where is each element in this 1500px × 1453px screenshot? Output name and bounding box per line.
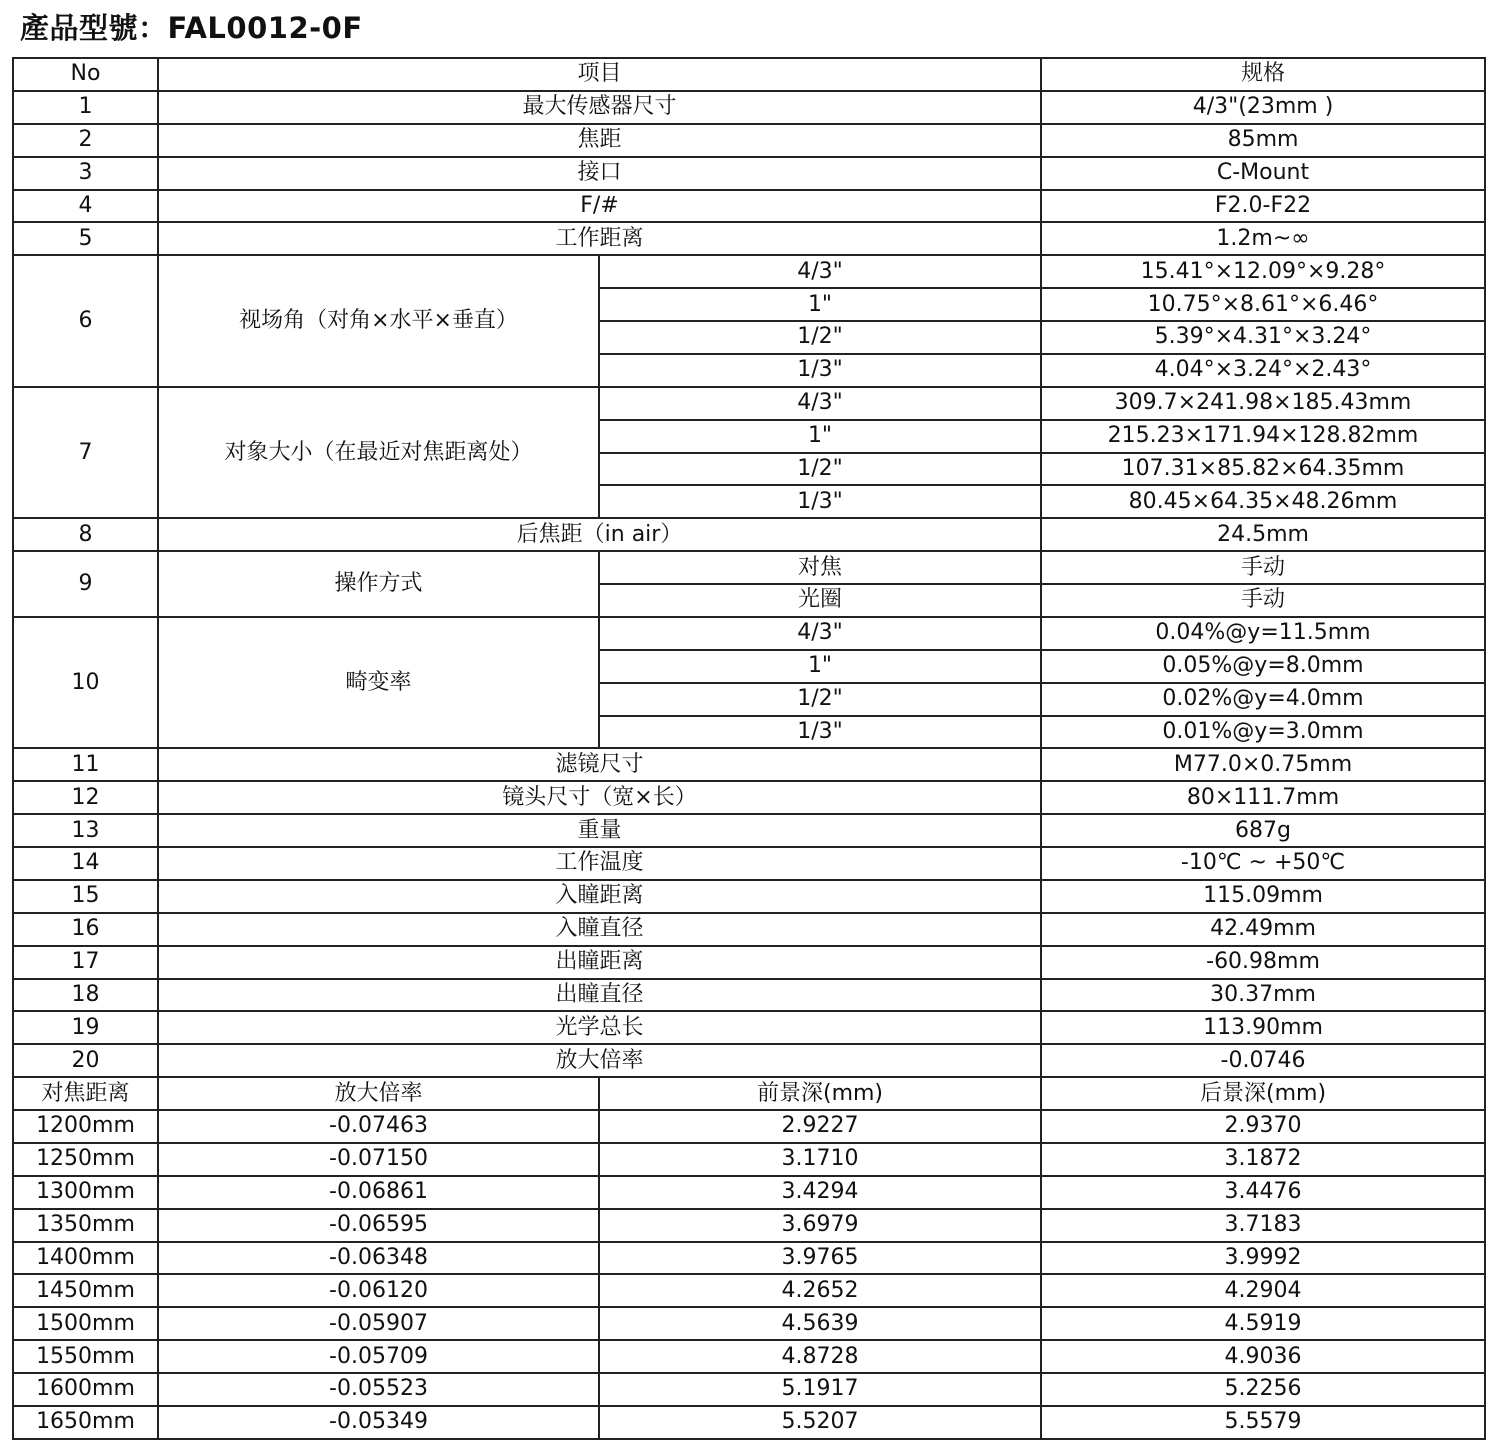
spec-value: 4.04°×3.24°×2.43°: [1041, 354, 1485, 387]
sensor-size: 1/3": [599, 716, 1041, 749]
front-dof: 4.8728: [599, 1340, 1041, 1373]
row-number: 18: [13, 979, 158, 1012]
row-number: 3: [13, 157, 158, 190]
sub-item-label: 光圈: [599, 584, 1041, 617]
sensor-size: 1/2": [599, 683, 1041, 716]
focus-distance: 1600mm: [13, 1373, 158, 1406]
rear-dof: 2.9370: [1041, 1110, 1485, 1143]
item-label: 对象大小（在最近对焦距离处）: [158, 387, 599, 519]
item-label: 接口: [158, 157, 1041, 190]
front-dof: 5.5207: [599, 1406, 1041, 1439]
spec-value: 0.05%@y=8.0mm: [1041, 650, 1485, 683]
spec-value: -10℃ ~ +50℃: [1041, 847, 1485, 880]
rear-dof: 5.5579: [1041, 1406, 1485, 1439]
focus-distance: 1650mm: [13, 1406, 158, 1439]
sensor-size: 4/3": [599, 387, 1041, 420]
sub-item-label: 对焦: [599, 551, 1041, 584]
magnification: -0.06120: [158, 1274, 599, 1307]
spec-value: 0.04%@y=11.5mm: [1041, 617, 1485, 650]
spec-value: C-Mount: [1041, 157, 1485, 190]
dof-row: [13, 1406, 1485, 1439]
item-label: F/#: [158, 190, 1041, 223]
spec-value: 手动: [1041, 584, 1485, 617]
item-label: 重量: [158, 814, 1041, 847]
header-spec: 规格: [1041, 58, 1485, 91]
spec-row: [13, 1044, 1485, 1077]
dof-row: [13, 1176, 1485, 1209]
row-number: 4: [13, 190, 158, 223]
spec-value: 0.02%@y=4.0mm: [1041, 683, 1485, 716]
dof-row: [13, 1209, 1485, 1242]
spec-value: 0.01%@y=3.0mm: [1041, 716, 1485, 749]
item-label: 出瞳距离: [158, 946, 1041, 979]
item-label: 镜头尺寸（宽×长）: [158, 781, 1041, 814]
spec-row: [13, 124, 1485, 157]
spec-value: 15.41°×12.09°×9.28°: [1041, 255, 1485, 288]
row-number: 12: [13, 781, 158, 814]
rear-dof: 5.2256: [1041, 1373, 1485, 1406]
magnification: -0.05523: [158, 1373, 599, 1406]
dof-row: [13, 1340, 1485, 1373]
spec-table: [12, 57, 1486, 1440]
magnification: -0.06595: [158, 1209, 599, 1242]
sensor-size: 1/3": [599, 354, 1041, 387]
front-dof: 3.6979: [599, 1209, 1041, 1242]
row-number: 5: [13, 222, 158, 255]
spec-row: [13, 190, 1485, 223]
dof-header-row: [13, 1077, 1485, 1110]
row-number: 9: [13, 551, 158, 617]
rear-dof: 3.9992: [1041, 1242, 1485, 1275]
magnification: -0.06348: [158, 1242, 599, 1275]
row-number: 10: [13, 617, 158, 749]
spec-value: M77.0×0.75mm: [1041, 748, 1485, 781]
distortion-row: [13, 617, 1485, 650]
row-number: 20: [13, 1044, 158, 1077]
spec-row: [13, 814, 1485, 847]
item-label: 工作距离: [158, 222, 1041, 255]
spec-value: 30.37mm: [1041, 979, 1485, 1012]
spec-value: 42.49mm: [1041, 913, 1485, 946]
rear-dof: 4.5919: [1041, 1307, 1485, 1340]
spec-value: 24.5mm: [1041, 518, 1485, 551]
focus-distance: 1450mm: [13, 1274, 158, 1307]
rear-dof: 3.7183: [1041, 1209, 1485, 1242]
spec-row: [13, 518, 1485, 551]
operation-row: [13, 551, 1485, 584]
spec-value: 1.2m~∞: [1041, 222, 1485, 255]
rear-dof: 3.4476: [1041, 1176, 1485, 1209]
rear-dof: 3.1872: [1041, 1143, 1485, 1176]
dof-header-front: 前景深(mm): [599, 1077, 1041, 1110]
item-label: 入瞳距离: [158, 880, 1041, 913]
front-dof: 2.9227: [599, 1110, 1041, 1143]
header-no: No: [13, 58, 158, 91]
spec-row: [13, 979, 1485, 1012]
spec-value: 309.7×241.98×185.43mm: [1041, 387, 1485, 420]
dof-row: [13, 1143, 1485, 1176]
focus-distance: 1350mm: [13, 1209, 158, 1242]
sensor-size: 4/3": [599, 255, 1041, 288]
spec-row: [13, 1011, 1485, 1044]
rear-dof: 4.9036: [1041, 1340, 1485, 1373]
item-label: 最大传感器尺寸: [158, 91, 1041, 124]
focus-distance: 1550mm: [13, 1340, 158, 1373]
spec-value: 80×111.7mm: [1041, 781, 1485, 814]
spec-table-body: [13, 58, 1485, 1439]
spec-value: 10.75°×8.61°×6.46°: [1041, 288, 1485, 321]
item-label: 工作温度: [158, 847, 1041, 880]
spec-value: 687g: [1041, 814, 1485, 847]
object-size-row: [13, 387, 1485, 420]
front-dof: 4.5639: [599, 1307, 1041, 1340]
magnification: -0.07150: [158, 1143, 599, 1176]
item-label: 滤镜尺寸: [158, 748, 1041, 781]
item-label: 畸变率: [158, 617, 599, 749]
spec-value: 5.39°×4.31°×3.24°: [1041, 321, 1485, 354]
dof-header-distance: 对焦距离: [13, 1077, 158, 1110]
front-dof: 3.4294: [599, 1176, 1041, 1209]
spec-row: [13, 946, 1485, 979]
row-number: 11: [13, 748, 158, 781]
focus-distance: 1300mm: [13, 1176, 158, 1209]
spec-row: [13, 91, 1485, 124]
row-number: 16: [13, 913, 158, 946]
spec-value: 115.09mm: [1041, 880, 1485, 913]
sensor-size: 1": [599, 650, 1041, 683]
row-number: 8: [13, 518, 158, 551]
dof-row: [13, 1110, 1485, 1143]
fov-row: [13, 255, 1485, 288]
sensor-size: 1/2": [599, 453, 1041, 486]
rear-dof: 4.2904: [1041, 1274, 1485, 1307]
header-row: [13, 58, 1485, 91]
item-label: 出瞳直径: [158, 979, 1041, 1012]
sensor-size: 1/2": [599, 321, 1041, 354]
dof-row: [13, 1242, 1485, 1275]
dof-row: [13, 1307, 1485, 1340]
row-number: 6: [13, 255, 158, 387]
spec-value: 215.23×171.94×128.82mm: [1041, 420, 1485, 453]
spec-value: 107.31×85.82×64.35mm: [1041, 453, 1485, 486]
sensor-size: 4/3": [599, 617, 1041, 650]
spec-value: 80.45×64.35×48.26mm: [1041, 485, 1485, 518]
dof-header-magnification: 放大倍率: [158, 1077, 599, 1110]
item-label: 视场角（对角×水平×垂直）: [158, 255, 599, 387]
magnification: -0.05907: [158, 1307, 599, 1340]
spec-row: [13, 781, 1485, 814]
spec-value: 手动: [1041, 551, 1485, 584]
spec-row: [13, 880, 1485, 913]
row-number: 14: [13, 847, 158, 880]
item-label: 后焦距（in air）: [158, 518, 1041, 551]
front-dof: 3.9765: [599, 1242, 1041, 1275]
front-dof: 5.1917: [599, 1373, 1041, 1406]
front-dof: 3.1710: [599, 1143, 1041, 1176]
sensor-size: 1": [599, 420, 1041, 453]
spec-value: 85mm: [1041, 124, 1485, 157]
row-number: 15: [13, 880, 158, 913]
focus-distance: 1400mm: [13, 1242, 158, 1275]
spec-value: -60.98mm: [1041, 946, 1485, 979]
row-number: 2: [13, 124, 158, 157]
dof-header-rear: 后景深(mm): [1041, 1077, 1485, 1110]
row-number: 13: [13, 814, 158, 847]
focus-distance: 1500mm: [13, 1307, 158, 1340]
spec-value: 4/3"(23mm ): [1041, 91, 1485, 124]
row-number: 1: [13, 91, 158, 124]
item-label: 放大倍率: [158, 1044, 1041, 1077]
spec-row: [13, 847, 1485, 880]
sensor-size: 1/3": [599, 485, 1041, 518]
magnification: -0.06861: [158, 1176, 599, 1209]
row-number: 19: [13, 1011, 158, 1044]
spec-value: 113.90mm: [1041, 1011, 1485, 1044]
item-label: 光学总长: [158, 1011, 1041, 1044]
spec-row: [13, 913, 1485, 946]
item-label: 焦距: [158, 124, 1041, 157]
spec-row: [13, 748, 1485, 781]
dof-row: [13, 1373, 1485, 1406]
spec-row: [13, 157, 1485, 190]
spec-value: -0.0746: [1041, 1044, 1485, 1077]
header-item: 项目: [158, 58, 1041, 91]
spec-row: [13, 222, 1485, 255]
front-dof: 4.2652: [599, 1274, 1041, 1307]
focus-distance: 1250mm: [13, 1143, 158, 1176]
sensor-size: 1": [599, 288, 1041, 321]
row-number: 7: [13, 387, 158, 519]
dof-row: [13, 1274, 1485, 1307]
magnification: -0.05349: [158, 1406, 599, 1439]
item-label: 操作方式: [158, 551, 599, 617]
row-number: 17: [13, 946, 158, 979]
spec-value: F2.0-F22: [1041, 190, 1485, 223]
item-label: 入瞳直径: [158, 913, 1041, 946]
magnification: -0.07463: [158, 1110, 599, 1143]
magnification: -0.05709: [158, 1340, 599, 1373]
focus-distance: 1200mm: [13, 1110, 158, 1143]
page-title: 產品型號：FAL0012-0F: [20, 11, 363, 45]
